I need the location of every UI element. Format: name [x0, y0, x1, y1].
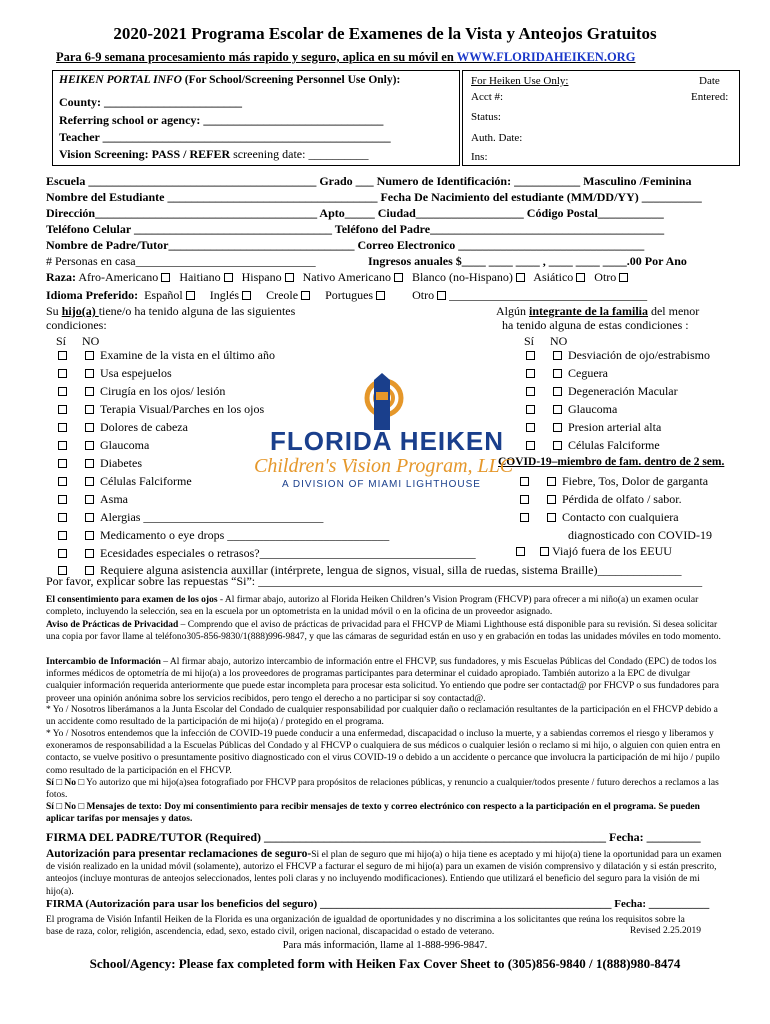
language-option[interactable]	[144, 288, 195, 302]
race-option[interactable]	[412, 270, 525, 284]
language-option[interactable]	[325, 288, 385, 302]
page-title: 2020-2021 Programa Escolar de Examenes de la Vista y Anteojos Gratuitos	[113, 24, 657, 43]
language-option-label: Otro	[412, 288, 435, 302]
address-line[interactable]: Dirección_____________________________________ Apto_____ Ciudad__________________ Código Postal___________	[46, 206, 664, 220]
race-option-label: Asiático	[533, 270, 574, 284]
language-option[interactable]	[210, 288, 251, 302]
screening-date: screening date: __________	[230, 147, 369, 161]
language-option[interactable]	[412, 288, 446, 302]
checkbox[interactable]	[85, 441, 94, 450]
child-condition-row	[58, 366, 172, 381]
condition-label: Glaucoma	[100, 438, 150, 452]
condition-label: Ecesidades especiales o retrasos?____________________________________	[100, 546, 476, 560]
checkbox[interactable]	[540, 547, 549, 556]
checkbox[interactable]	[85, 495, 94, 504]
family-condition-row	[526, 402, 617, 417]
date-label: Date	[699, 75, 720, 87]
covid-diagnosed-text: diagnosticado con COVID-19	[568, 528, 712, 542]
portal-heading-italic: HEIKEN PORTAL INFO	[59, 74, 182, 86]
portal-heading-rest: (For School/Screening Personnel Use Only):	[181, 74, 401, 86]
checkbox[interactable]	[516, 547, 525, 556]
race-option-label: Blanco (no-Hispano)	[411, 270, 513, 284]
parent-signature-line[interactable]: FIRMA DEL PADRE/TUTOR (Required) _________________________________________________________ Fecha: _________	[46, 830, 701, 844]
condition-label: Degeneración Macular	[568, 384, 678, 398]
checkbox[interactable]	[619, 273, 628, 282]
portal-heading	[59, 74, 400, 86]
photo-consent-text: Yo autorizo que mi hijo(a)sea fotografiado por FHCVP para propósitos de relaciones públicas, y renuncio a cualquier/todos presente / futuro derechos a reclamos a las fotos.	[46, 778, 719, 801]
vision-screening-field[interactable]	[59, 147, 368, 162]
language-other-field[interactable]: _________________________________	[449, 288, 648, 302]
language-option[interactable]	[266, 288, 310, 302]
race-option[interactable]	[594, 270, 628, 284]
child-condition-row	[58, 474, 192, 489]
checkbox[interactable]	[58, 405, 67, 414]
checkbox[interactable]	[553, 405, 562, 414]
checkbox[interactable]	[58, 387, 67, 396]
travel-row[interactable]	[516, 544, 672, 559]
condition-label: Medicamento o eye drops ___________________________	[100, 528, 390, 542]
checkbox[interactable]	[58, 495, 67, 504]
race-option[interactable]	[179, 270, 232, 284]
status-label: Status:	[471, 111, 501, 123]
covid-condition-row	[520, 510, 679, 525]
heiken-use-heading: For Heiken Use Only:	[471, 75, 569, 87]
condition-label: Examine de la vista en el último año	[100, 348, 275, 362]
checkbox[interactable]	[394, 273, 403, 282]
checkbox[interactable]	[85, 477, 94, 486]
checkbox[interactable]	[526, 405, 535, 414]
heiken-use-only-box	[462, 70, 740, 166]
checkbox[interactable]	[186, 291, 195, 300]
checkbox[interactable]	[58, 459, 67, 468]
condition-label: Desviación de ojo/estrabismo	[568, 348, 710, 362]
family-no-header: NO	[550, 334, 568, 348]
subtitle-text: Para 6-9 semana procesamiento más rapido y seguro, aplica en su móvil en	[56, 50, 457, 64]
explain-yes-line[interactable]: Por favor, explicar sobre las repuestas “Si”: __________________________________________________________________________	[46, 574, 703, 588]
child-condition-row	[58, 546, 476, 561]
race-option[interactable]	[533, 270, 585, 284]
page-subtitle	[56, 50, 635, 65]
child-condition-row	[58, 438, 149, 453]
referring-agency-field[interactable]: Referring school or agency: ______________________________	[59, 113, 384, 127]
teacher-field[interactable]: Teacher ________________________________________________	[59, 130, 391, 144]
exchange-text: – Al firmar abajo, autorizo intercambio de información entre el FHCVP, sus fundadores, y mis Escuelas Públicas del Condado (EPC) de todos los informes médicos de optometría de mi hijo(a) a los proveedores de programas participantes para determinar el cuidado apropiado. También autorizo a la EPC de divulgar cualquier información requerida anteriormente que puede estar incompleta para procesar esta solicitud. Yo entiendo que podre ser contactad@ por FHCVP o sus fundadores para proveer una opinión anónima sobre los servicios recibidos, pero tengo el derecho a no participar si soy contactad@.	[46, 657, 719, 704]
sms-consent-paragraph[interactable]: Sí □ No □ Mensajes de texto: Doy mi consentimiento para recibir mensajes de texto y correo electrónico con respecto a la participación en el programa. Se pueden aplicar tarifas por mensajes y datos.	[46, 802, 700, 825]
child-condition-row	[58, 420, 188, 435]
condition-label: Presion arterial alta	[568, 420, 662, 434]
revised-date: Revised 2.25.2019	[630, 926, 701, 936]
checkbox[interactable]	[85, 513, 94, 522]
covid-condition-row	[520, 474, 708, 489]
privacy-paragraph	[46, 619, 726, 643]
insurance-signature-line[interactable]: FIRMA (Autorización para usar los beneficios del seguro) _____________________________________________________ Fecha: ___________	[46, 898, 710, 910]
checkbox[interactable]	[85, 369, 94, 378]
checkbox[interactable]	[285, 273, 294, 282]
release-paragraph-2: * Yo / Nosotros entendemos que la infección de COVID-19 puede conducir a una enfermedad, discapacidad o incluso la muerte, y a sabiendas corremos el riesgo y liberamos y exoneramos de responsabilidad a la Escuelas Públicas del Condado y al FHCVP o cualquiera de sus médicos o cualquier lesión o reclamo si mi hijo, o alguien con quien entra en contacto, se vuelve positivo o presuntamente positivo diagnosticado con el virus COVID-19 o debido a un accidente o percance que involucra la participación de mi hijo / pupilo como resultado de la participación en el FHCVP.	[46, 729, 721, 776]
intro-emphasis: hijo(a)	[61, 304, 99, 318]
checkbox[interactable]	[526, 369, 535, 378]
race-option-label: Afro-Americano	[78, 270, 159, 284]
family-conditions-intro	[496, 304, 699, 319]
intro-text: tiene/o ha tenido alguna de las siguientes	[98, 304, 296, 318]
race-option[interactable]	[242, 270, 294, 284]
checkbox[interactable]	[85, 531, 94, 540]
checkbox[interactable]	[58, 531, 67, 540]
exchange-paragraph	[46, 656, 726, 705]
race-option-label: Hispano	[241, 270, 282, 284]
family-condition-row	[526, 438, 660, 453]
race-option-label: Nativo Americano	[302, 270, 391, 284]
consent-paragraph	[46, 594, 726, 618]
auth-date-label: Auth. Date:	[471, 132, 523, 144]
language-option-label: Español	[144, 288, 183, 302]
checkbox[interactable]	[553, 441, 562, 450]
checkbox[interactable]	[58, 513, 67, 522]
race-option-label: Haitiano	[179, 270, 221, 284]
household-line[interactable]: # Personas en casa______________________________	[46, 254, 316, 268]
condition-label: Fiebre, Tos, Dolor de garganta	[562, 474, 709, 488]
checkbox[interactable]	[85, 423, 94, 432]
checkbox[interactable]	[301, 291, 310, 300]
checkbox[interactable]	[553, 351, 562, 360]
insurance-heading: Autorización para presentar reclamaciones de seguro-	[46, 848, 312, 860]
checkbox[interactable]	[58, 351, 67, 360]
language-row	[46, 288, 647, 303]
checkbox[interactable]	[547, 495, 556, 504]
condition-label: Contacto con cualquiera	[562, 510, 679, 524]
checkbox[interactable]	[553, 423, 562, 432]
exchange-heading: Intercambio de Información	[46, 657, 161, 667]
photo-consent-paragraph	[46, 777, 726, 801]
condition-label: Ceguera	[568, 366, 608, 380]
checkbox[interactable]	[553, 387, 562, 396]
travel-label: Viajó fuera de los EEUU	[552, 544, 672, 558]
checkbox[interactable]	[526, 441, 535, 450]
condition-label: Células Falciforme	[568, 438, 660, 452]
phone-line[interactable]: Teléfono Celular _________________________________ Teléfono del Padre_______________________________________	[46, 222, 665, 236]
condition-label: Cirugía en los ojos/ lesión	[100, 384, 226, 398]
condition-label: Pérdida de olfato / sabor.	[562, 492, 682, 506]
website-link[interactable]: WWW.FLORIDAHEIKEN.ORG	[456, 50, 636, 64]
intro-text: Su	[46, 304, 62, 318]
checkbox[interactable]	[242, 291, 251, 300]
checkbox[interactable]	[526, 387, 535, 396]
checkbox[interactable]	[85, 549, 94, 558]
race-row	[46, 270, 628, 285]
release-paragraph-1: * Yo / Nosotros liberámanos a la Junta Escolar del Condado de cualquier responsabilidad por cualquier daño o reclamación resultantes de la participación en el FHCVP debido a un accidente como resultado de la participación de mi hijo(a) / protegido en el programa.	[46, 705, 718, 728]
covid-heading: COVID-19–miembro de fam. dentro de 2 sem.	[498, 456, 725, 468]
race-option-label: Otro	[594, 270, 617, 284]
checkbox[interactable]	[520, 477, 529, 486]
covid-condition-row	[520, 492, 682, 507]
checkbox[interactable]	[224, 273, 233, 282]
income-line[interactable]: Ingresos anuales $____ ____ ____ , ____ ____ ____.00 Por Ano	[368, 254, 687, 268]
equality-statement: El programa de Visión Infantil Heiken de la Florida es una organización de igualdad de oportunidades y no discrimina a los solicitantes que reúna los requisitos sobre la base de raza, color, religión, ascendencia, edad, sexo, estado civil, origen nacional, discapacidad o estado de veterano.	[46, 915, 685, 938]
checkbox[interactable]	[520, 495, 529, 504]
condition-label: Diabetes	[100, 456, 142, 470]
checkbox[interactable]	[85, 351, 94, 360]
checkbox[interactable]	[553, 369, 562, 378]
logo-division: A DIVISION OF MIAMI LIGHTHOUSE	[282, 479, 481, 490]
logo-title: FLORIDA HEIKEN	[270, 426, 505, 456]
acct-label: Acct #:	[471, 91, 504, 103]
child-conditions-intro-2: condiciones:	[46, 318, 107, 332]
family-conditions-intro-2: ha tenido alguna de estas condiciones :	[502, 318, 689, 332]
student-name-line[interactable]: Nombre del Estudiante ___________________________________ Fecha De Nacimiento del estudiante (MM/DD/YY) __________	[46, 190, 702, 204]
intro-text: del menor	[647, 304, 700, 318]
child-conditions-intro	[46, 304, 295, 319]
checkbox[interactable]	[437, 291, 446, 300]
school-line[interactable]: Escuela ______________________________________ Grado ___ Numero de Identificación: ___________ Masculino /Feminina	[46, 174, 692, 188]
checkbox[interactable]	[58, 369, 67, 378]
family-condition-row	[526, 366, 608, 381]
county-field[interactable]: County: _______________________	[59, 95, 243, 109]
condition-label: Asma	[100, 492, 128, 506]
checkbox[interactable]	[576, 273, 585, 282]
checkbox[interactable]	[526, 351, 535, 360]
insurance-authorization	[46, 848, 726, 898]
condition-label: Células Falciforme	[100, 474, 192, 488]
checkbox[interactable]	[58, 477, 67, 486]
intro-text: Algún	[496, 304, 529, 318]
race-option[interactable]	[303, 270, 403, 284]
privacy-text: – Comprendo que el aviso de prácticas de privacidad para el FHCVP de Miami Lighthouse está disponible para su revisión. Si desea solicitar una copia por favor llame al teléfono305-856-9830/1(888)996-9847, y que las cámaras de seguridad están en uso y en grabación en todas las unidades móviles en todo momento.	[46, 620, 721, 643]
screening-label: Vision Screening: PASS / REFER	[59, 147, 231, 161]
condition-label: Glaucoma	[568, 402, 618, 416]
checkbox[interactable]	[516, 273, 525, 282]
insurance-text: Si el plan de seguro que mi hijo(a) o hija tiene es aceptado y mi hijo(a) tiene la oportunidad para un examen de visión realizado en la unidad móvil (solamente), autorizo el FHCVP a facturar el seguro de mi hijo(a) para un examen de visión comprensivo y dilatación y si están prescrito, anteojos (incluye monturas de anteojos seleccionados, lentes poli claras y no incluyendo modificaciones). Entiendo que utilizará el beneficio del seguro para la visión de mi hijo(a).	[46, 850, 722, 897]
child-condition-row	[58, 456, 142, 471]
family-si-header: Sí	[524, 334, 535, 348]
race-label: Raza:	[46, 270, 76, 284]
family-condition-row	[526, 384, 678, 399]
checkbox[interactable]	[526, 423, 535, 432]
parent-email-line[interactable]: Nombre de Padre/Tutor_______________________________ Correo Electronico _______________________________	[46, 238, 645, 252]
entered-label: Entered:	[691, 91, 729, 103]
child-condition-row	[58, 528, 389, 543]
checkbox[interactable]	[58, 423, 67, 432]
florida-heiken-logo	[256, 370, 516, 488]
checkbox[interactable]	[547, 477, 556, 486]
condition-label: Requiere alguna asistencia auxillar (intérprete, lengua de signos, visual, silla de ruedas, sistema Braille)______________	[100, 563, 682, 577]
ins-label: Ins:	[471, 151, 488, 163]
heiken-portal-info-box	[52, 70, 460, 166]
consent-heading: El consentimiento para examen de los ojos	[46, 595, 218, 605]
race-option[interactable]	[78, 270, 170, 284]
checkbox[interactable]	[58, 549, 67, 558]
family-condition-row	[526, 420, 661, 435]
logo-subtitle: Children's Vision Program, LLC	[254, 455, 514, 477]
child-condition-row	[58, 492, 128, 507]
intro-emphasis: integrante de la familia	[529, 304, 648, 318]
checkbox[interactable]	[547, 513, 556, 522]
child-condition-row	[58, 384, 225, 399]
fax-instructions: School/Agency: Please fax completed form with Heiken Fax Cover Sheet to (305)856-9840 / 1(888)980-8474	[89, 956, 681, 971]
child-condition-row	[58, 348, 275, 363]
language-option-label: Portugues	[325, 288, 374, 302]
condition-label: Alergias ______________________________	[100, 510, 324, 524]
checkbox[interactable]	[161, 273, 170, 282]
condition-label: Terapia Visual/Parches en los ojos	[100, 402, 265, 416]
consent-text: - Al firmar abajo, autorizo al Florida Heiken Children’s Vision Program (FHCVP) para ofrecer a mi niño(a) un examen ocular completo, incluyendo la selección, sea en la escuela por un optometrista en la unidad móvil o en la oficina de un proveedor asignado.	[46, 595, 699, 618]
checkbox[interactable]	[85, 387, 94, 396]
checkbox[interactable]	[376, 291, 385, 300]
checkbox[interactable]	[85, 405, 94, 414]
child-condition-row	[58, 402, 264, 417]
language-option-label: Inglés	[209, 288, 240, 302]
lighthouse-icon	[256, 370, 516, 430]
checkbox[interactable]	[85, 459, 94, 468]
si-header: Sí	[56, 334, 67, 348]
family-condition-row	[526, 348, 710, 363]
privacy-heading: Aviso de Prácticas de Privacidad	[46, 620, 179, 630]
no-header: NO	[82, 334, 100, 348]
language-label: Idioma Preferido:	[46, 288, 139, 302]
child-condition-row	[58, 510, 323, 525]
info-line: Para más información, llame al 1-888-996-9847.	[282, 940, 488, 951]
condition-label: Dolores de cabeza	[100, 420, 188, 434]
condition-label: Usa espejuelos	[100, 366, 172, 380]
language-option-label: Creole	[266, 288, 299, 302]
checkbox[interactable]	[520, 513, 529, 522]
photo-consent-options[interactable]: Sí □ No □	[46, 778, 85, 788]
checkbox[interactable]	[58, 441, 67, 450]
